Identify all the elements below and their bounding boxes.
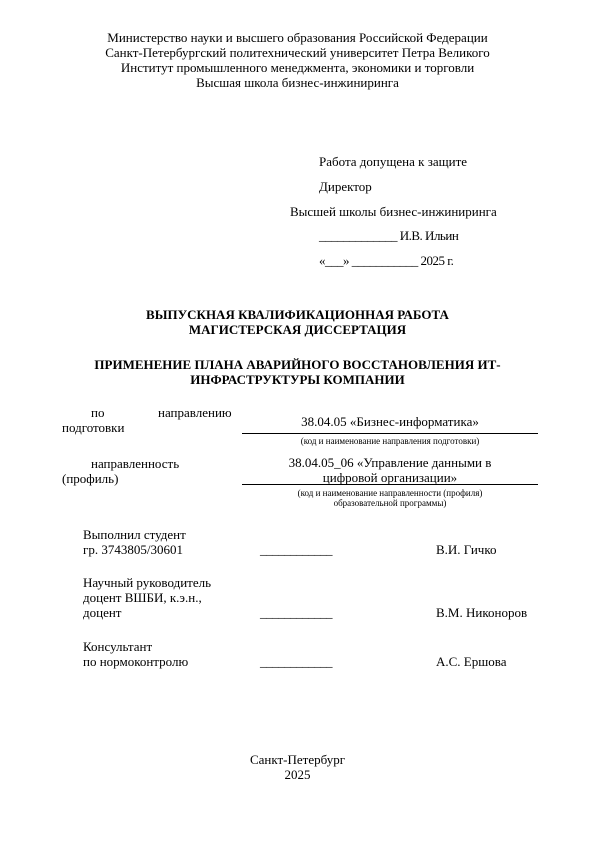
supervisor-role: Научный руководитель [83,575,212,590]
university-line: Санкт-Петербургский политехнический университет Петра Великого [105,45,490,60]
consultant-role: Консультант [83,639,153,654]
direction-value: 38.04.05 «Бизнес-информатика» [301,414,479,429]
topic-title-line1: ПРИМЕНЕНИЕ ПЛАНА АВАРИЙНОГО ВОССТАНОВЛЕНИЯ ИТ- [94,357,501,372]
consultant-area: по нормоконтролю [83,654,189,669]
student-signature-blank: ____________ [260,542,332,557]
approval-school: Высшей школы бизнес-инжиниринга [290,204,497,219]
student-role: Выполнил студент [83,527,186,542]
work-type-title: ВЫПУСКНАЯ КВАЛИФИКАЦИОННАЯ РАБОТА [146,307,449,322]
profile-caption-line2: образовательной программы) [333,498,447,508]
student-name: В.И. Гичко [436,542,497,557]
approval-director: Директор [319,179,372,194]
supervisor-title: доцент [83,605,122,620]
school-line: Высшая школа бизнес-инжиниринга [196,75,399,90]
direction-underline [242,433,538,434]
profile-label-line2: (профиль) [62,471,119,486]
ministry-line: Министерство науки и высшего образования Российской Федерации [107,30,488,45]
institute-line: Институт промышленного менеджмента, экономики и торговли [120,60,475,75]
direction-label-napr: направлению [158,405,232,420]
footer-city: Санкт-Петербург [249,752,346,767]
profile-label-line1: направленность [91,456,180,471]
direction-caption: (код и наименование направления подготовки) [300,436,480,446]
direction-label-po: по [91,405,105,420]
approval-date: «___» ___________ 2025 г. [319,253,454,268]
approval-signature: _____________ И.В. Ильин [319,228,459,243]
supervisor-position: доцент ВШБИ, к.э.н., [83,590,202,605]
profile-value-line2: цифровой организации» [322,470,458,485]
work-subtype-title: МАГИСТЕРСКАЯ ДИССЕРТАЦИЯ [188,322,407,337]
supervisor-signature-blank: ____________ [260,605,332,620]
profile-value-line1: 38.04.05_06 «Управление данными в [288,455,492,470]
direction-label-podg: подготовки [62,420,125,435]
supervisor-name: В.М. Никоноров [436,605,528,620]
consultant-signature-blank: ____________ [260,654,332,669]
profile-caption-line1: (код и наименование направленности (профиля) [297,488,483,498]
student-group: гр. 3743805/30601 [83,542,183,557]
approval-admitted: Работа допущена к защите [319,154,468,169]
footer-year: 2025 [284,767,311,782]
topic-title-line2: ИНФРАСТРУКТУРЫ КОМПАНИИ [190,372,405,387]
profile-underline [242,484,538,485]
consultant-name: А.С. Ершова [436,654,507,669]
